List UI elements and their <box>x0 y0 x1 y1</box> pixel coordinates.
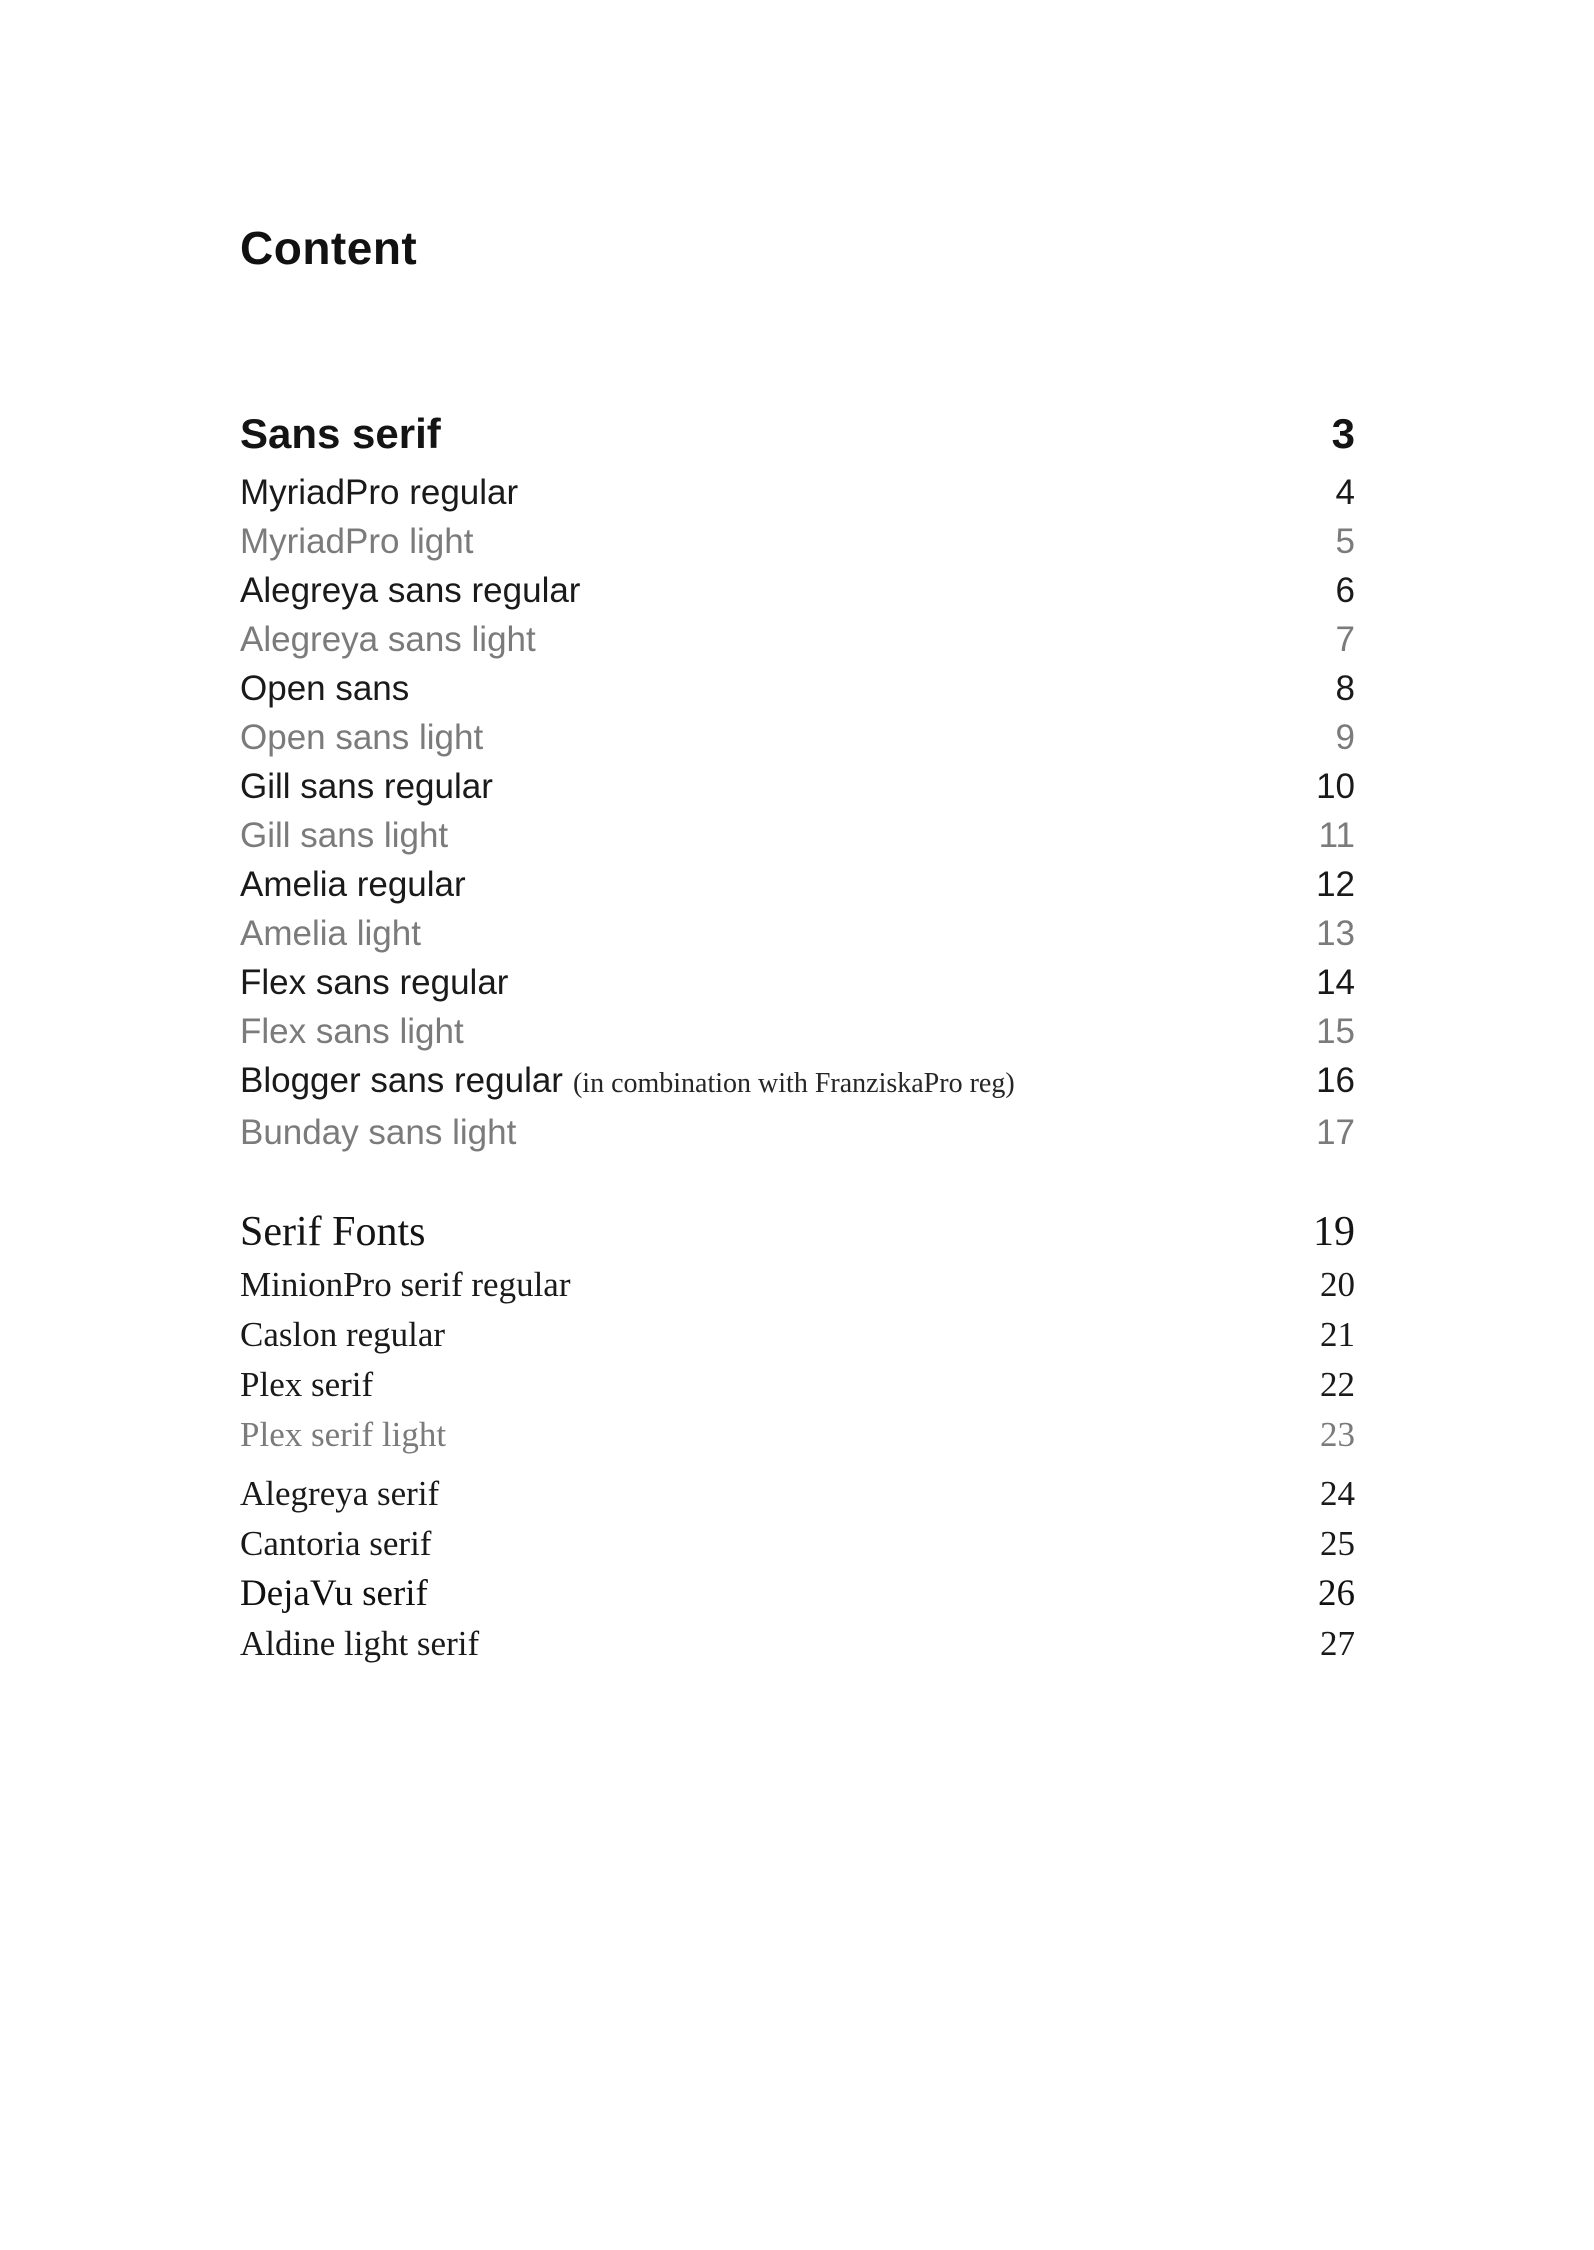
toc-entry <box>240 468 1355 517</box>
entry-label: MinionPro serif regular <box>240 1265 571 1304</box>
entry-page: 11 <box>1318 816 1355 855</box>
entry-label: Alegreya sans regular <box>240 571 581 610</box>
entry-label: Open sans <box>240 669 410 708</box>
entry-label: Aldine light serif <box>240 1624 480 1663</box>
toc-entry <box>240 1519 1355 1569</box>
entry-page: 9 <box>1335 718 1355 757</box>
entry-page: 17 <box>1316 1113 1355 1152</box>
entry-page: 14 <box>1316 963 1355 1002</box>
entry-label: Caslon regular <box>240 1315 446 1354</box>
toc-entry <box>240 517 1355 566</box>
entry-page: 22 <box>1320 1365 1355 1404</box>
entry-page: 12 <box>1316 865 1355 904</box>
toc-entry <box>240 713 1355 762</box>
entry-label: Alegreya sans light <box>240 620 536 659</box>
entry-page: 23 <box>1320 1415 1355 1454</box>
entry-label: Gill sans light <box>240 816 449 855</box>
section-header <box>240 1206 1355 1258</box>
entry-label: DejaVu serif <box>240 1573 428 1614</box>
section-title: Sans serif <box>240 410 441 457</box>
entry-page: 6 <box>1335 571 1355 610</box>
entry-page: 8 <box>1335 669 1355 708</box>
entry-page: 10 <box>1316 767 1355 806</box>
entry-page: 15 <box>1316 1012 1355 1051</box>
toc-entry <box>240 909 1355 958</box>
section-entries <box>240 468 1355 1157</box>
toc-entry <box>240 860 1355 909</box>
section-header <box>240 408 1355 460</box>
toc-entry <box>240 566 1355 615</box>
entry-label: MyriadPro light <box>240 522 474 561</box>
entry-label: Bunday sans light <box>240 1113 517 1152</box>
toc-section <box>240 1206 1355 1669</box>
toc-entry <box>240 1260 1355 1310</box>
toc-entry <box>240 1360 1355 1410</box>
entry-label: Amelia light <box>240 914 421 953</box>
toc-section <box>240 408 1355 1157</box>
entry-page: 21 <box>1320 1315 1355 1354</box>
toc-entry <box>240 1056 1355 1108</box>
toc-entry <box>240 1007 1355 1056</box>
section-title: Serif Fonts <box>240 1209 426 1255</box>
toc-entry <box>240 762 1355 811</box>
entry-label: MyriadPro regular <box>240 473 519 512</box>
entry-page: 24 <box>1320 1474 1355 1513</box>
section-page: 3 <box>1331 410 1355 457</box>
section-entries <box>240 1260 1355 1669</box>
entry-page: 27 <box>1320 1624 1355 1663</box>
toc-entry <box>240 1108 1355 1157</box>
section-page: 19 <box>1313 1209 1355 1255</box>
entry-label: Open sans light <box>240 718 484 757</box>
entry-page: 20 <box>1320 1265 1355 1304</box>
toc-entry <box>240 1310 1355 1360</box>
entry-label: Alegreya serif <box>240 1474 440 1513</box>
entry-page: 26 <box>1318 1573 1355 1614</box>
entry-label: Blogger sans regular <box>240 1061 563 1100</box>
entry-label: Cantoria serif <box>240 1524 432 1563</box>
entry-label: Plex serif light <box>240 1415 447 1454</box>
toc-entry <box>240 1569 1355 1619</box>
toc-entry <box>240 811 1355 860</box>
toc-entry <box>240 1619 1355 1669</box>
entry-page: 16 <box>1316 1061 1355 1100</box>
toc-entry <box>240 958 1355 1007</box>
entry-page: 4 <box>1335 473 1355 512</box>
entry-note: (in combination with FranziskaPro reg) <box>572 1068 1015 1099</box>
entry-label: Amelia regular <box>240 865 466 904</box>
toc-entry <box>240 1410 1355 1460</box>
toc-entry <box>240 1469 1355 1519</box>
table-of-contents <box>240 408 1355 1669</box>
toc-entry <box>240 615 1355 664</box>
entry-label: Plex serif <box>240 1365 374 1404</box>
entry-page: 7 <box>1335 620 1355 659</box>
entry-page: 5 <box>1335 522 1355 561</box>
toc-entry <box>240 664 1355 713</box>
entry-label: Flex sans regular <box>240 963 509 1002</box>
entry-label: Gill sans regular <box>240 767 493 806</box>
entry-page: 25 <box>1320 1524 1355 1563</box>
entry-page: 13 <box>1316 914 1355 953</box>
entry-label: Flex sans light <box>240 1012 464 1051</box>
page-title: Content <box>240 222 418 274</box>
